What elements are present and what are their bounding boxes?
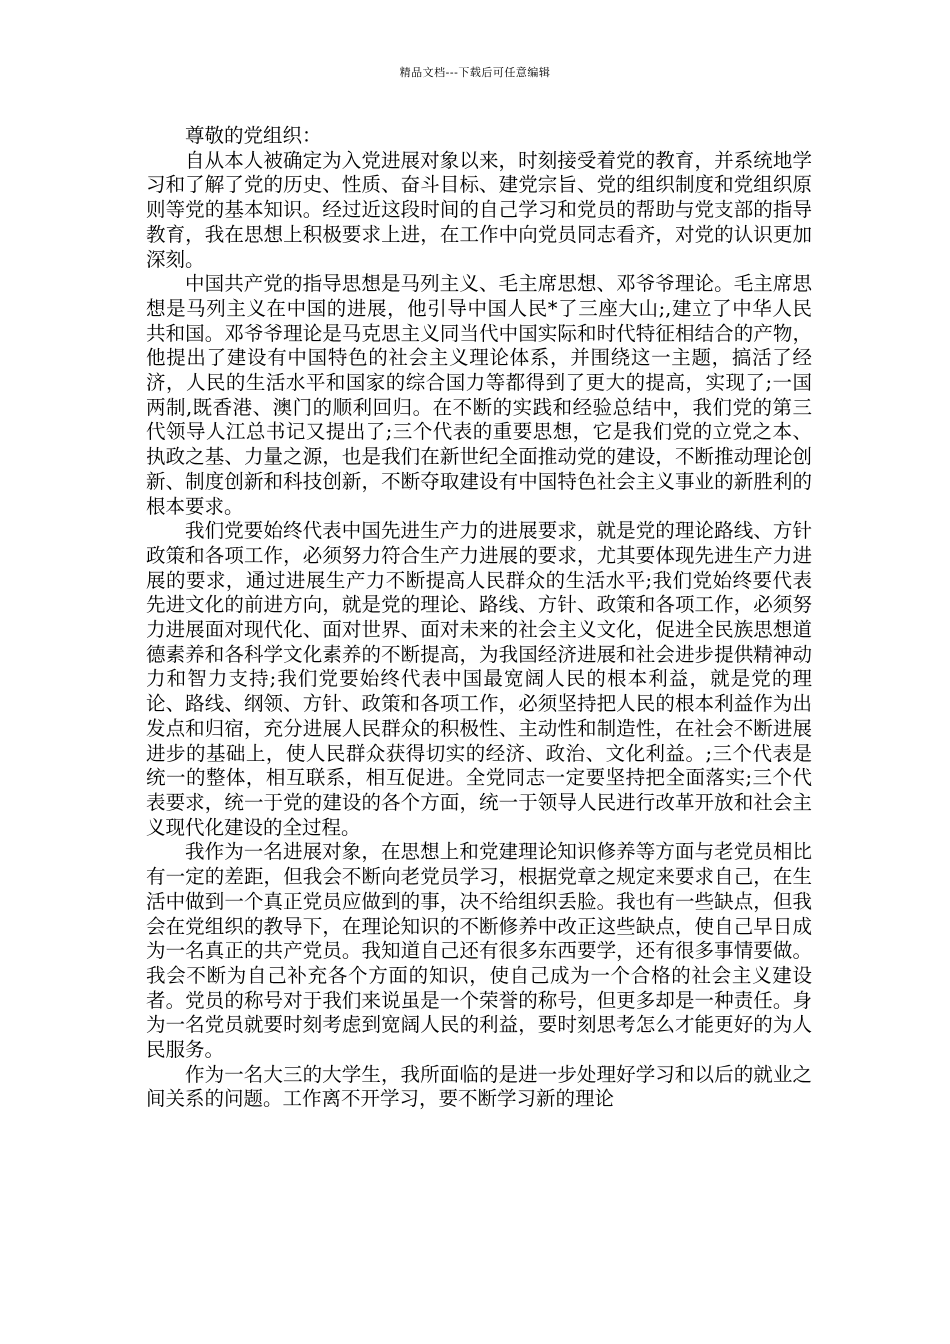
salutation: 尊敬的党组织： (185, 124, 322, 147)
paragraph: 我作为一名进展对象，在思想上和党建理论知识修养等方面与老党员相比有一定的差距，但我会不断向老党员学习，根据党章之规定来要求自己，在生活中做到一个真正党员应做到的事，决不给组织丢脸。我也有一些缺点，但我会在党组织的教导下，在理论知识的不断修养中改正这些缺点，使自己早日成为一名真正的共产党员。我知道自己还有很多东西要学，还有很多事情要做。我会不断为自己补充各个方面的知识，使自己成为一个合格的社会主义建设者。党员的称号对于我们来说虽是一个荣誉的称号，但更多却是一种责任。身为一名党员就要时刻考虑到宽阔人民的利益，要时刻思考怎么才能更好的为人民服务。 (146, 840, 812, 1062)
paragraph: 自从本人被确定为入党进展对象以来，时刻接受着党的教育，并系统地学习和了解了党的历史、性质、奋斗目标、建党宗旨、党的组织制度和党组织原则等党的基本知识。经过近这段时间的自己学习和党员的帮助与党支部的指导教育，我在思想上积极要求上进，在工作中向党员同志看齐，对党的认识更加深刻。 (146, 148, 812, 271)
document-body (146, 124, 812, 1112)
paragraph: 中国共产党的指导思想是马列主义、毛主席思想、邓爷爷理论。毛主席思想是马列主义在中国的进展，他引导中国人民*了三座大山;,建立了中华人民共和国。邓爷爷理论是马克思主义同当代中国实际和时代特征相结合的产物，他提出了建设有中国特色的社会主义理论体系，并围绕这一主题，搞活了经济，人民的生活水平和国家的综合国力等都得到了更大的提高，实现了;一国两制,既香港、澳门的顺利回归。在不断的实践和经验总结中，我们党的第三代领导人江总书记又提出了;三个代表的重要思想，它是我们党的立党之本、执政之基、力量之源，也是我们在新世纪全面推动党的建设，不断推动理论创新、制度创新和科技创新，不断夺取建设有中国特色社会主义事业的新胜利的根本要求。 (146, 272, 812, 518)
paragraph: 我们党要始终代表中国先进生产力的进展要求，就是党的理论路线、方针政策和各项工作，必须努力符合生产力进展的要求，尤其要体现先进生产力进展的要求，通过进展生产力不断提高人民群众的生活水平;我们党始终要代表先进文化的前进方向，就是党的理论、路线、方针、政策和各项工作，必须努力进展面对现代化、面对世界、面对未来的社会主义文化，促进全民族思想道德素养和各科学文化素养的不断提高，为我国经济进展和社会进步提供精神动力和智力支持;我们党要始终代表中国最宽阔人民的根本利益，就是党的理论、路线、纲领、方针、政策和各项工作，必须坚持把人民的根本利益作为出发点和归宿，充分进展人民群众的积极性、主动性和制造性，在社会不断进展进步的基础上，使人民群众获得切实的经济、政治、文化利益。;三个代表是统一的整体，相互联系，相互促进。全党同志一定要坚持把全面落实;三个代表要求，统一于党的建设的各个方面，统一于领导人民进行改革开放和社会主义现代化建设的全过程。 (146, 519, 812, 839)
paragraph: 作为一名大三的大学生，我所面临的是进一步处理好学习和以后的就业之间关系的问题。工作离不开学习，要不断学习新的理论 (146, 1062, 812, 1111)
page-header: 精品文档---下载后可任意编辑 (399, 66, 551, 79)
